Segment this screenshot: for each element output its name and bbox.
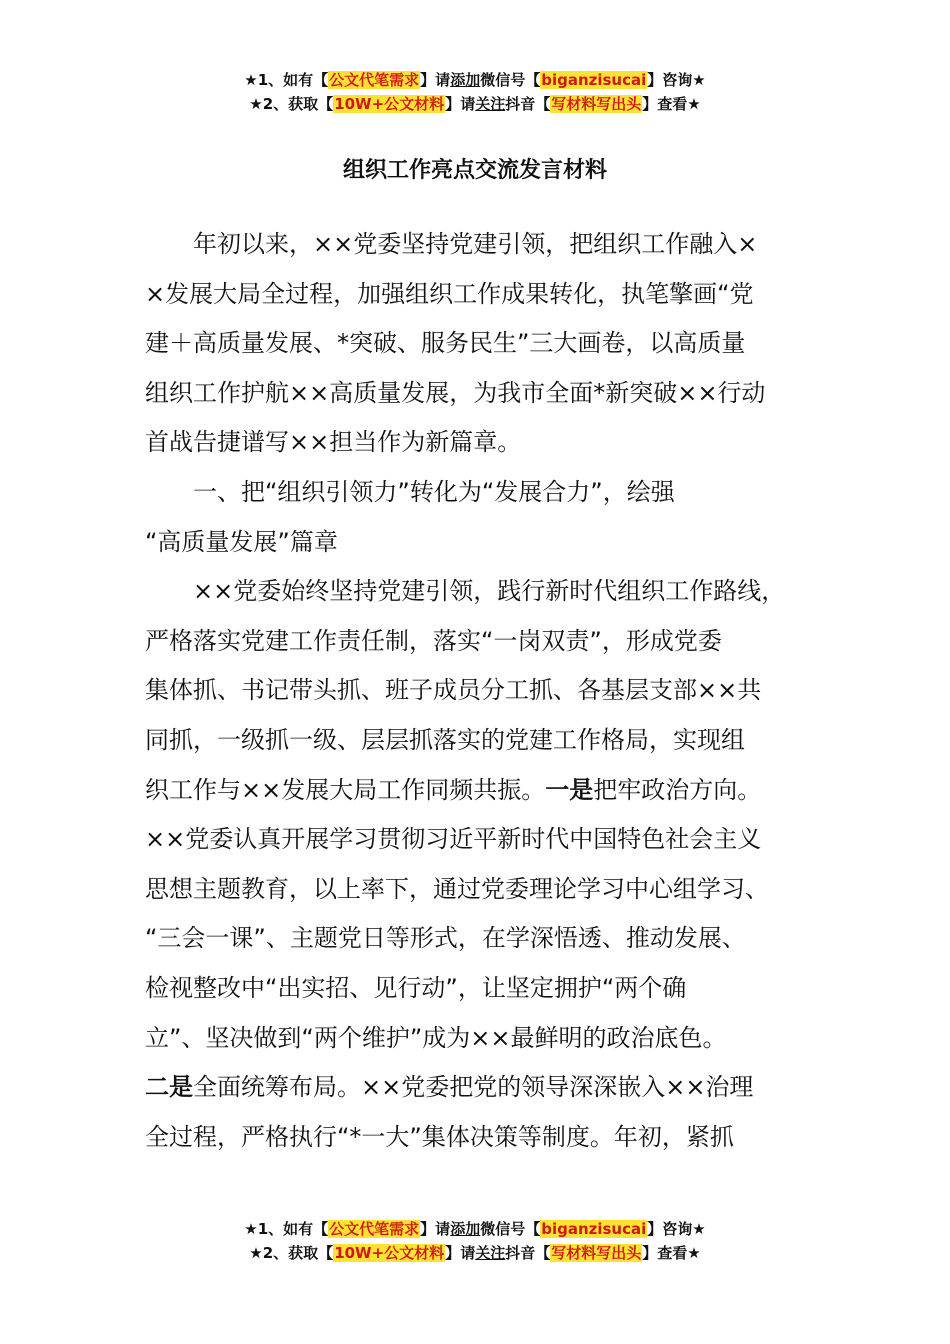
body-line: 建＋高质量发展、*突破、服务民生”三大画卷，以高质量 xyxy=(145,329,746,358)
body-line: 组织工作护航××高质量发展，为我市全面*新突破××行动 xyxy=(145,378,766,407)
point-marker-2: 二是 xyxy=(145,1073,193,1102)
body-line: 立”、坚决做到“两个维护”成为××最鲜明的政治底色。 xyxy=(145,1023,727,1052)
body-line: ×发展大局全过程，加强组织工作成果转化，执笔擎画“党 xyxy=(145,279,754,308)
highlight-materials: 10W+公文材料 xyxy=(334,95,445,113)
highlight-wechat-id: biganzisucai xyxy=(541,1220,647,1238)
footer-notice-line-2: ★2、获取【10W+公文材料】请关注抖音【写材料写出头】查看★ xyxy=(249,1244,701,1262)
section-heading-1: 一、把“组织引领力”转化为“发展合力”，绘强 xyxy=(145,477,675,506)
body-line: “三会一课”、主题党日等形式，在学深悟透、推动发展、 xyxy=(145,924,746,953)
header-notice-line-2: ★2、获取【10W+公文材料】请关注抖音【写材料写出头】查看★ xyxy=(249,95,701,113)
highlight-wechat-id: biganzisucai xyxy=(541,71,647,89)
body-line: ××党委认真开展学习贯彻习近平新时代中国特色社会主义 xyxy=(145,825,762,854)
footer-notice xyxy=(0,1217,950,1265)
body-line: 集体抓、书记带头抓、班子成员分工抓、各基层支部××共 xyxy=(145,676,762,705)
body-line: 首战告捷谱写××担当作为新篇章。 xyxy=(145,428,522,457)
header-notice xyxy=(0,68,950,116)
body-line: 二是全面统筹布局。××党委把党的领导深深嵌入××治理 xyxy=(145,1073,754,1102)
body-line: 织工作与××发展大局工作同频共振。一是把牢政治方向。 xyxy=(145,775,762,804)
document-body xyxy=(145,220,810,1162)
highlight-materials: 10W+公文材料 xyxy=(334,1244,445,1262)
point-marker-1: 一是 xyxy=(545,775,594,804)
highlight-douyin-account: 写材料写出头 xyxy=(551,1244,642,1262)
body-line: 同抓，一级抓一级、层层抓落实的党建工作格局，实现组 xyxy=(145,725,745,754)
footer-notice-line-1: ★1、如有【公文代笔需求】请添加微信号【biganzisucai】咨询★ xyxy=(244,1220,706,1238)
body-line: 年初以来，××党委坚持党建引领，把组织工作融入× xyxy=(145,230,758,258)
document-title: 组织工作亮点交流发言材料 xyxy=(342,158,607,183)
body-line: 检视整改中“出实招、见行动”，让坚定拥护“两个确 xyxy=(145,973,687,1002)
body-line: 思想主题教育，以上率下，通过党委理论学习中心组学习、 xyxy=(145,874,769,903)
header-notice-line-1: ★1、如有【公文代笔需求】请添加微信号【biganzisucai】咨询★ xyxy=(244,71,706,89)
highlight-douyin-account: 写材料写出头 xyxy=(551,95,642,113)
section-heading-1-cont: “高质量发展”篇章 xyxy=(145,527,338,556)
body-line: 全过程，严格执行“*一大”集体决策等制度。年初，紧抓 xyxy=(145,1122,734,1151)
highlight-service: 公文代笔需求 xyxy=(329,1220,420,1238)
body-line: ××党委始终坚持党建引领，践行新时代组织工作路线， xyxy=(145,577,786,606)
highlight-service: 公文代笔需求 xyxy=(329,71,420,89)
body-line: 严格落实党建工作责任制，落实“一岗双责”，形成党委 xyxy=(145,626,722,655)
